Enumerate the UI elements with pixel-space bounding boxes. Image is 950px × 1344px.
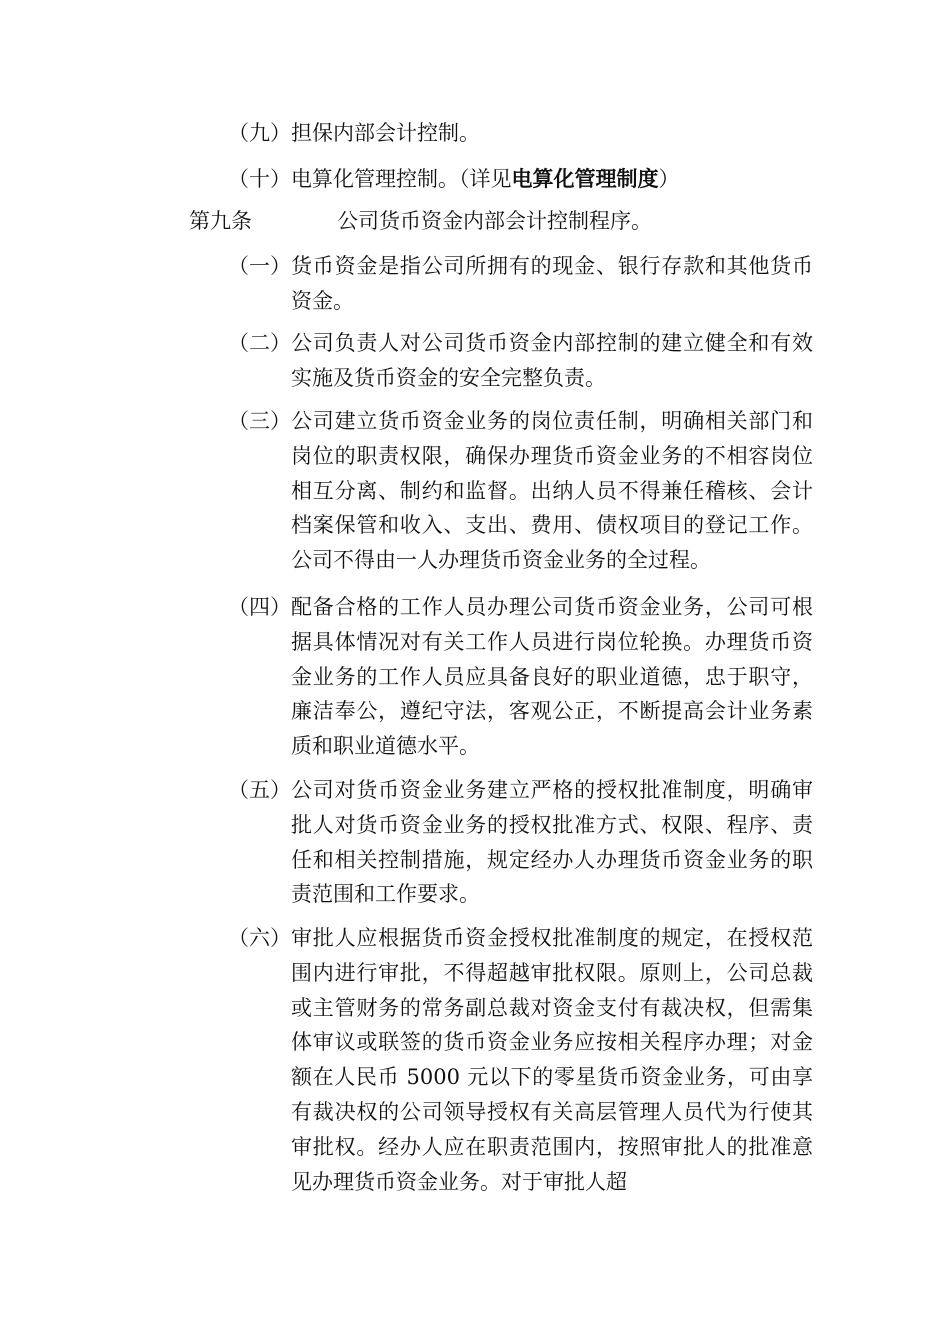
bold-reference: 电算化管理制度: [511, 167, 659, 191]
item-text: 公司对货币资金业务建立严格的授权批准制度，明确审批人对货币资金业务的授权批准方式、权限、程序、责任和相关控制措施，规定经办人办理货币资金业务的职责范围和工作要求。: [291, 778, 813, 907]
item-text: 担保内部会计控制。: [291, 121, 480, 145]
item-number: （五）: [228, 778, 291, 802]
item-number: （九）: [228, 121, 291, 145]
item-number: （十）: [228, 167, 291, 191]
item-text: 公司建立货币资金业务的岗位责任制，明确相关部门和岗位的职责权限，确保办理货币资金业务的不相容岗位相互分离、制约和监督。出纳人员不得兼任稽核、会计档案保管和收入、支出、费用、债权项目的登记工作。公司不得由一人办理货币资金业务的全过程。: [291, 409, 813, 573]
item-1: [228, 249, 828, 319]
article-label: 第九条: [189, 209, 252, 233]
item-number: （一）: [228, 254, 291, 278]
item-text: 审批人应根据货币资金授权批准制度的规定，在授权范围内进行审批，不得超越审批权限。原则上，公司总裁或主管财务的常务副总裁对资金支付有裁决权，但需集体审议或联签的货币资金业务应按相关程序办理；对金额在人民币 5000 元以下的零星货币资金业务，可由享有裁决权的公司领导授权有关高层管理人员代为行使其审批权。经办人应在职责范围内，按照审批人的批准意见办理货币资金业务。对于审批人超: [291, 926, 813, 1194]
item-text: 公司负责人对公司货币资金内部控制的建立健全和有效实施及货币资金的安全完整负责。: [291, 331, 813, 390]
article-title: 公司货币资金内部会计控制程序。: [337, 209, 652, 233]
item-6: [228, 921, 828, 1199]
item-4: [228, 590, 828, 764]
item-10: [228, 162, 680, 196]
item-3: [228, 404, 828, 578]
item-number: （六）: [228, 926, 291, 950]
item-text: 货币资金是指公司所拥有的现金、银行存款和其他货币资金。: [291, 254, 813, 313]
item-number: （四）: [228, 595, 291, 619]
item-text-tail: ）: [658, 167, 680, 191]
item-text: 电算化管理控制。（详见: [291, 167, 512, 191]
item-number: （二）: [228, 331, 291, 355]
item-9: [228, 116, 480, 150]
item-2: [228, 326, 828, 396]
item-number: （三）: [228, 409, 291, 433]
item-text: 配备合格的工作人员办理公司货币资金业务，公司可根据具体情况对有关工作人员进行岗位轮换。办理货币资金业务的工作人员应具备良好的职业道德，忠于职守，廉洁奉公，遵纪守法，客观公正，不断提高会计业务素质和职业道德水平。: [291, 595, 813, 759]
item-5: [228, 773, 828, 912]
